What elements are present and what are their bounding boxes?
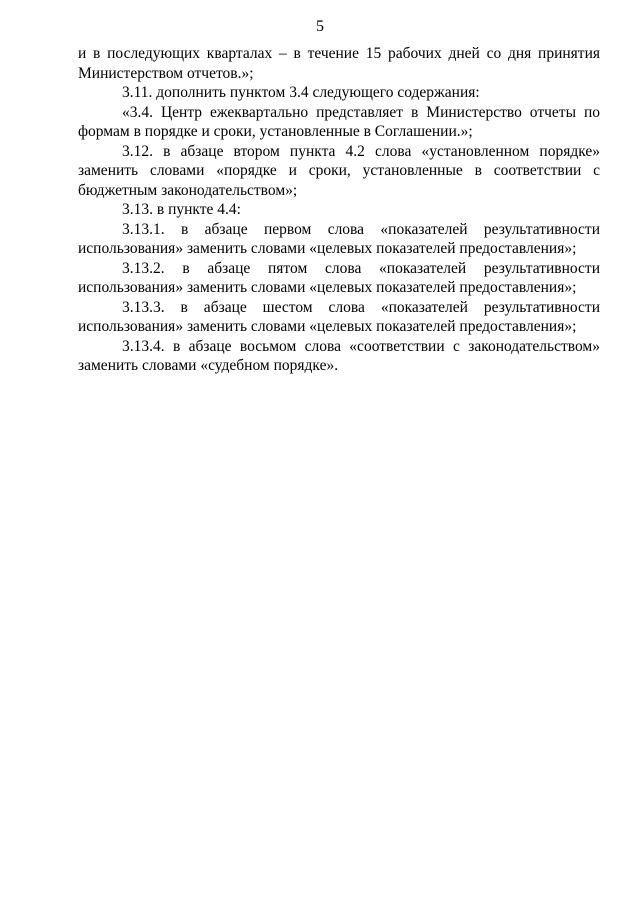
paragraph-continuation: и в последующих кварталах – в течение 15 рабочих дней со дня принятия Министерством отчетов.»; [78,45,600,82]
paragraph-item-3-13-2: 3.13.2. в абзаце пятом слова «показателей результативности использования» заменить словами «целевых показателей предоставления»; [78,259,600,296]
paragraph-item-3-13-1: 3.13.1. в абзаце первом слова «показателей результативности использования» заменить словами «целевых показателей предоставления»; [78,220,600,257]
paragraph-item-3-4-quote: «3.4. Центр ежеквартально представляет в Министерство отчеты по формам в порядке и сроки, установленные в Соглашении.»; [78,103,600,140]
paragraph-item-3-13: 3.13. в пункте 4.4: [122,201,241,218]
paragraph-item-3-13-4: 3.13.4. в абзаце восьмом слова «соответствии с законодательством» заменить словами «судебном порядке». [78,337,600,374]
page-number: 5 [316,18,324,35]
paragraph-item-3-13-3: 3.13.3. в абзаце шестом слова «показателей результативности использования» заменить словами «целевых показателей предоставления»; [78,298,600,335]
document-body [78,44,600,376]
paragraph-item-3-11: 3.11. дополнить пунктом 3.4 следующего содержания: [122,84,480,101]
paragraph-item-3-12: 3.12. в абзаце втором пункта 4.2 слова «установленном порядке» заменить словами «порядке и сроки, установленные в соответствии с бюджетным законодательством»; [78,142,600,199]
